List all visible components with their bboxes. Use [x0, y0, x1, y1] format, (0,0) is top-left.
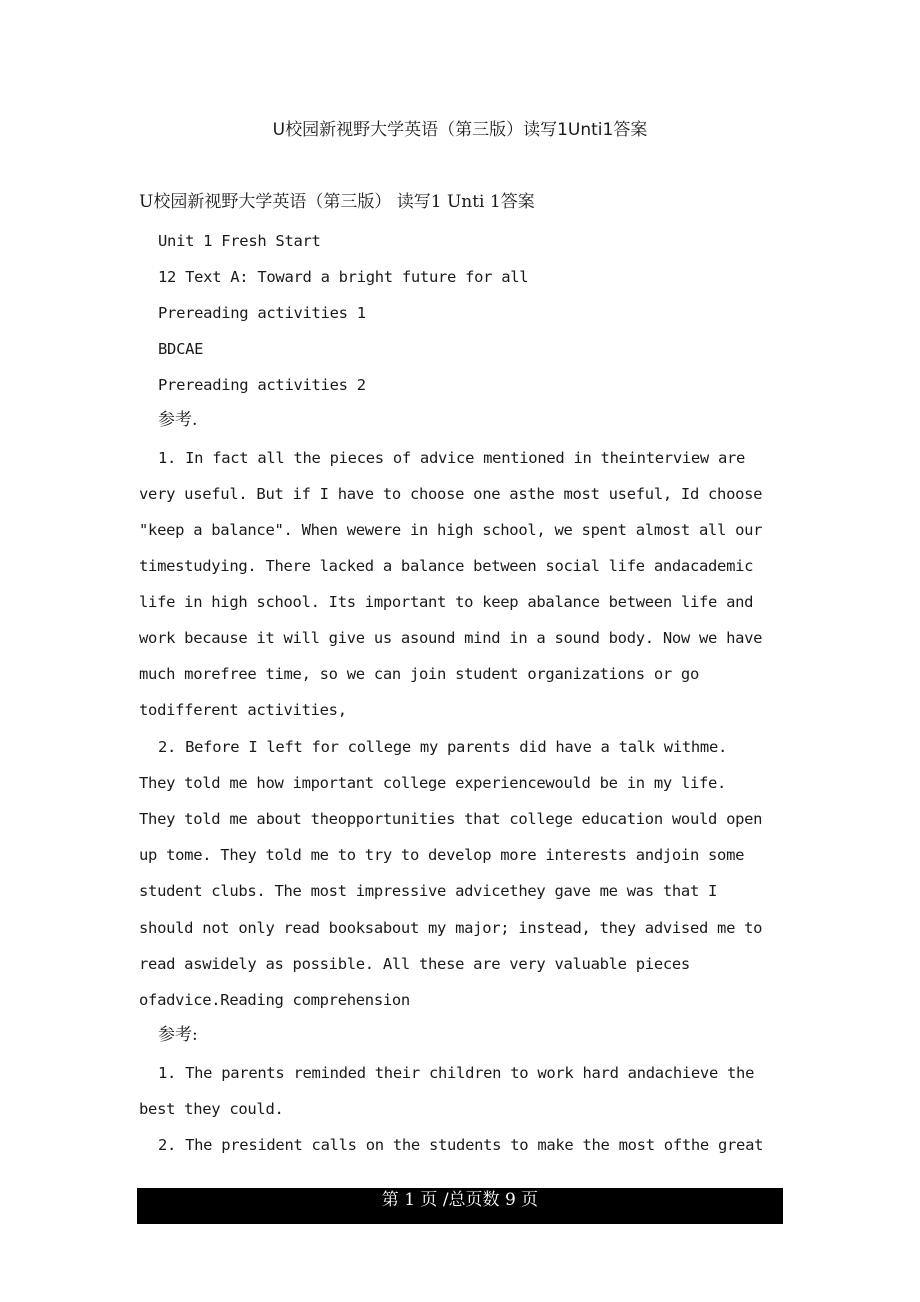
text-a-title: 12 Text A: Toward a bright future for all: [158, 268, 529, 286]
prereading-1-answer: BDCAE: [158, 340, 204, 358]
paragraph-2-line: read aswidely as possible. All these are very valuable pieces: [139, 955, 690, 973]
paragraph-2-line: up tome. They told me to try to develop more interests andjoin some: [139, 846, 745, 864]
paragraph-2-line: should not only read booksabout my major; instead, they advised me to: [139, 919, 763, 937]
answer-1-line: 1. The parents reminded their children to work hard andachieve the: [158, 1064, 755, 1082]
paragraph-1-line: work because it will give us asound mind in a sound body. Now we have: [139, 629, 763, 647]
reference-label: 参考:: [158, 1025, 198, 1045]
paragraph-2-line: They told me how important college experiencewould be in my life.: [139, 774, 727, 792]
paragraph-2-line: 2. Before I left for college my parents did have a talk withme.: [158, 738, 728, 756]
paragraph-1-line: 1. In fact all the pieces of advice mentioned in theinterview are: [158, 449, 746, 467]
paragraph-1-line: much morefree time, so we can join student organizations or go: [139, 665, 699, 683]
paragraph-2-line: ofadvice.Reading comprehension: [139, 991, 410, 1009]
page-number-label: 第 1 页 /总页数 9 页: [381, 1190, 539, 1210]
paragraph-2-line: student clubs. The most impressive advicethey gave me was that I: [139, 882, 718, 900]
answer-2-line: 2. The president calls on the students to make the most ofthe great: [158, 1136, 764, 1154]
paragraph-1-line: "keep a balance". When wewere in high school, we spent almost all our: [139, 521, 763, 539]
document-title: U校园新视野大学英语（第三版）读写1Unti1答案: [272, 120, 648, 140]
reference-label: 参考.: [158, 410, 198, 430]
unit-title: Unit 1 Fresh Start: [158, 232, 321, 250]
paragraph-1-line: very useful. But if I have to choose one asthe most useful, Id choose: [139, 485, 763, 503]
document-heading: U校园新视野大学英语（第三版） 读写1 Unti 1答案: [139, 192, 535, 212]
prereading-1-label: Prereading activities 1: [158, 304, 366, 322]
paragraph-2-line: They told me about theopportunities that college education would open: [139, 810, 763, 828]
paragraph-1-line: timestudying. There lacked a balance between social life andacademic: [139, 557, 754, 575]
prereading-2-label: Prereading activities 2: [158, 376, 366, 394]
answer-1-line: best they could.: [139, 1100, 284, 1118]
paragraph-1-line: life in high school. Its important to keep abalance between life and: [139, 593, 754, 611]
paragraph-1-line: todifferent activities,: [139, 701, 347, 719]
page-footer: [137, 1188, 783, 1224]
